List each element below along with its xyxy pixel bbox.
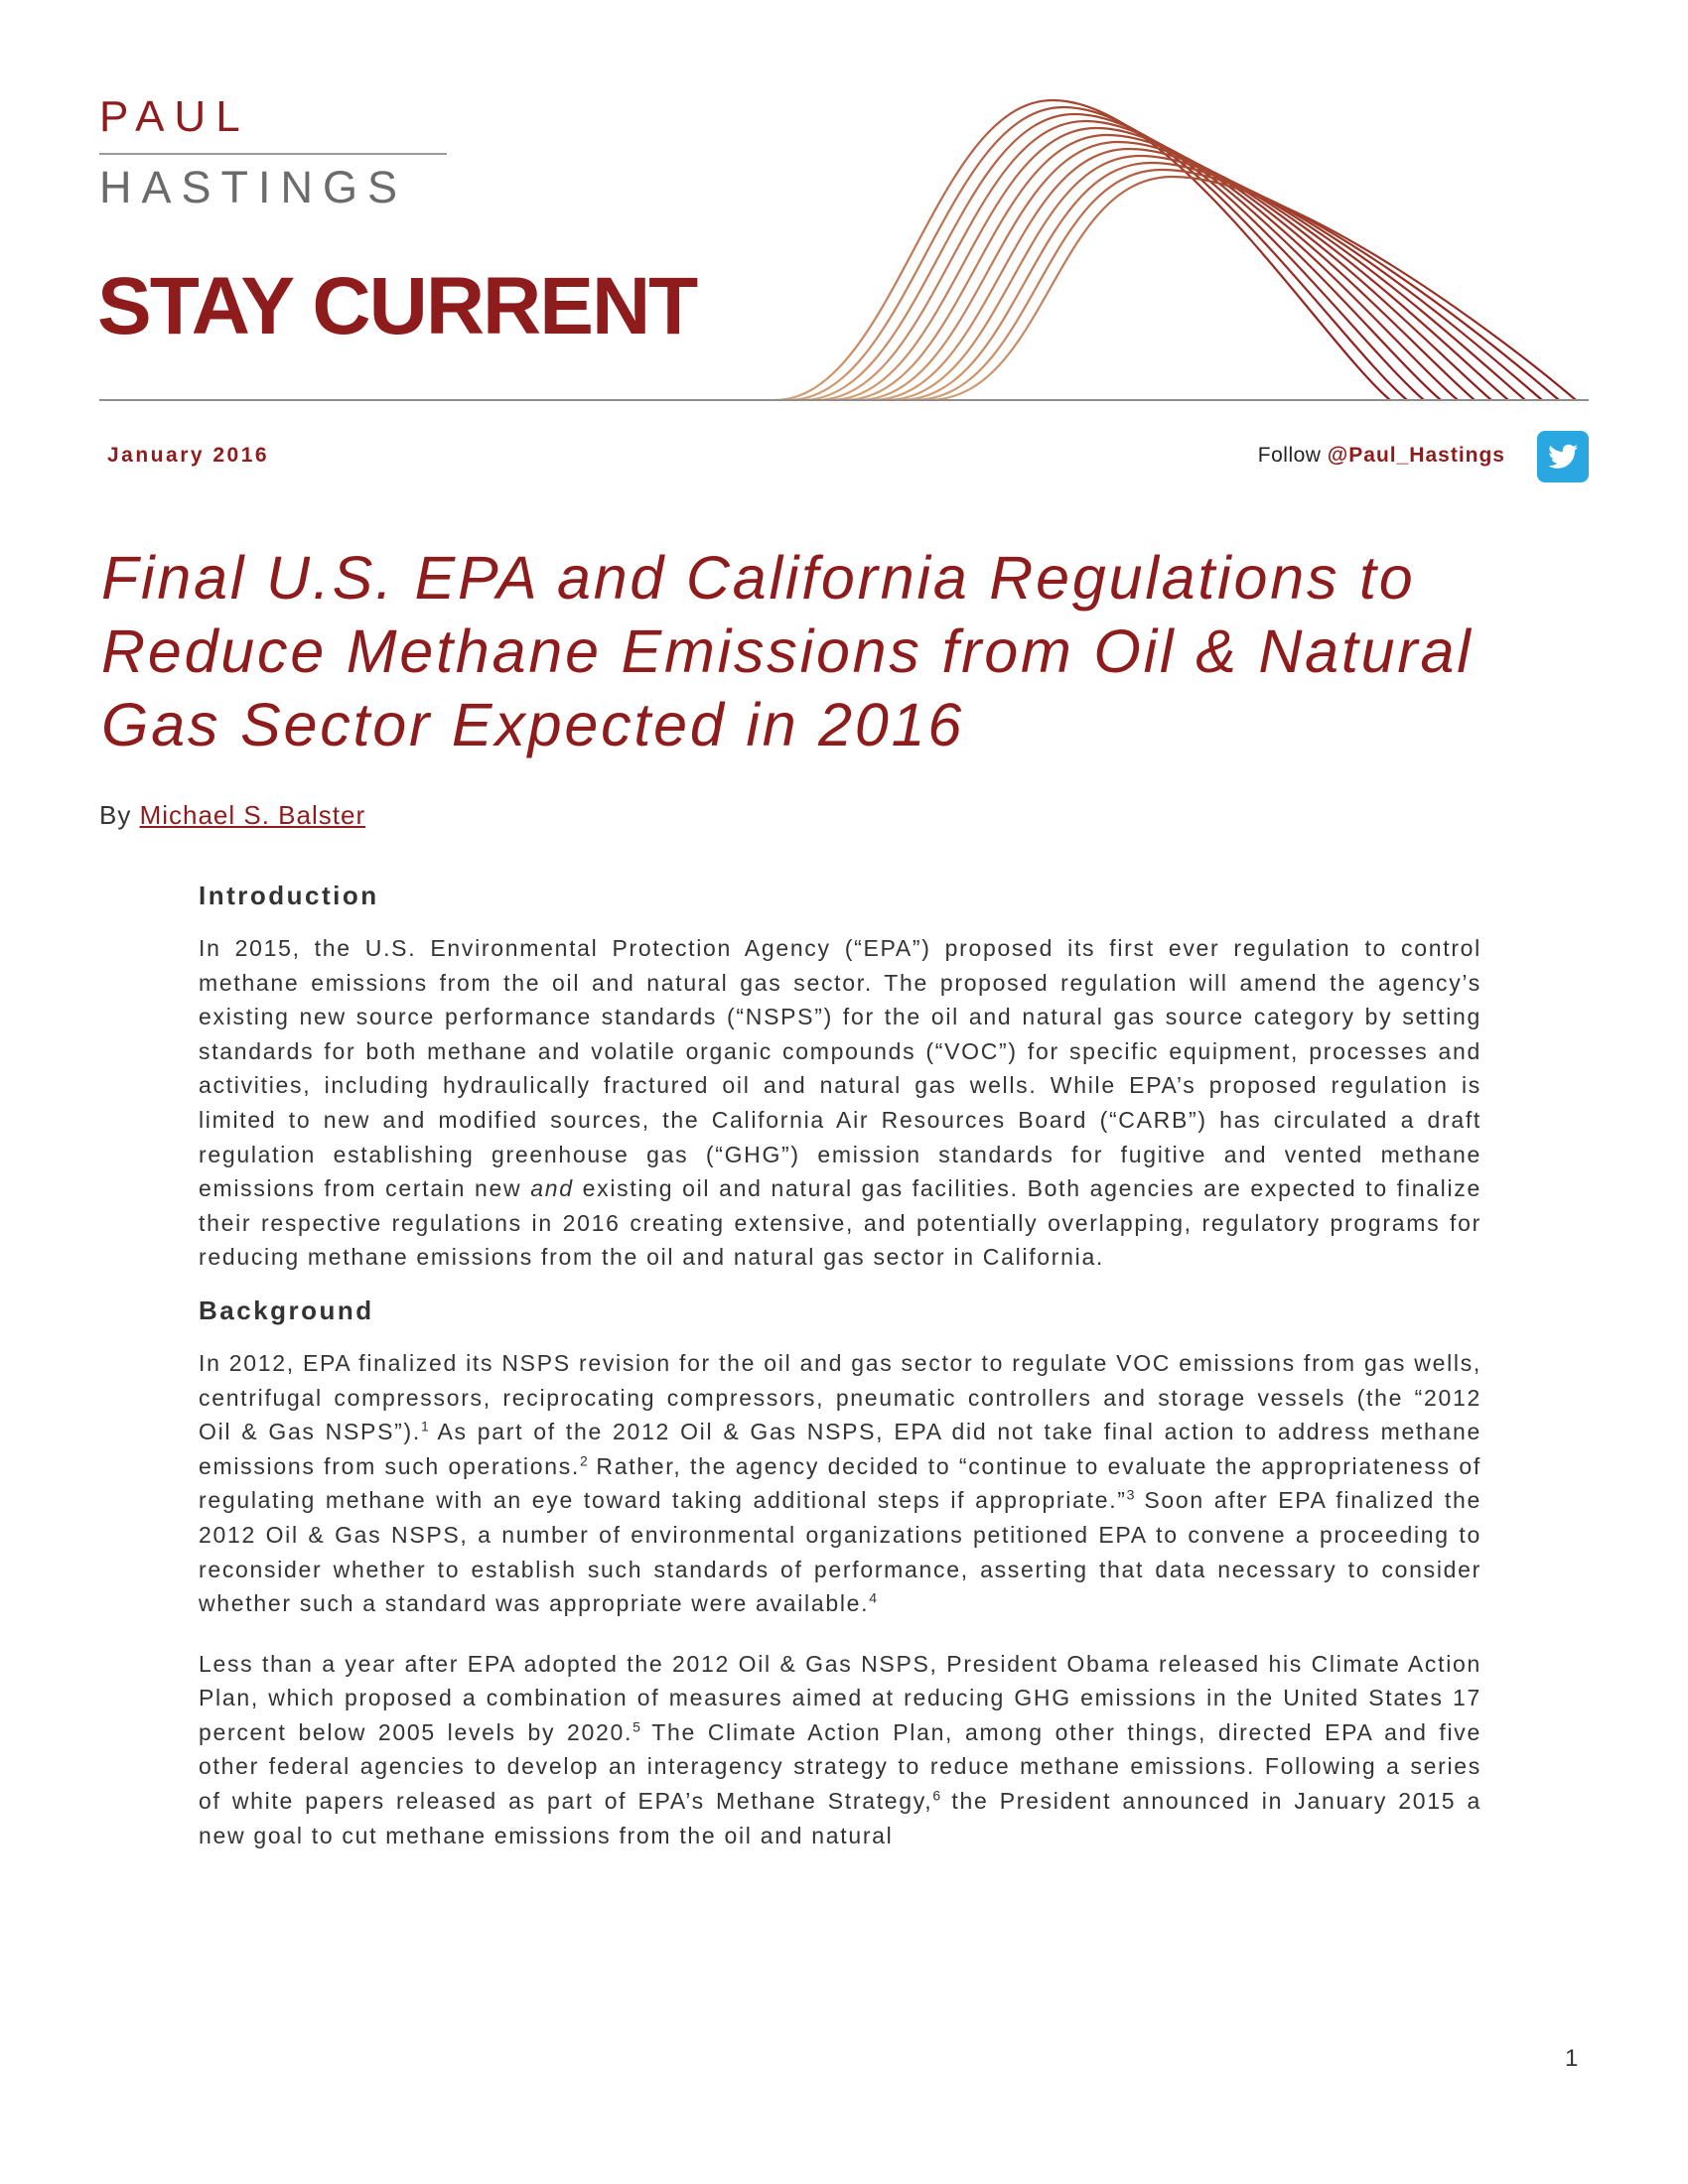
text-span: existing oil and natural gas facilities. Both agencies are expected to finalize their respective regulations in 2016 creating extensive, and potentially overlapping, regulatory programs for reducing methane emissions from the oil and natural gas sector in California.: [199, 1175, 1481, 1271]
footnote-ref-1[interactable]: 1: [420, 1418, 429, 1434]
wave-line: [774, 100, 1390, 400]
footnote-ref-6[interactable]: 6: [932, 1787, 941, 1804]
article-title: Final U.S. EPA and California Regulations to Reduce Methane Emissions from Oil & Natural Gas Sector Expected in 2016: [101, 544, 1474, 758]
text-span: As part of the 2012 Oil & Gas NSPS, EPA did not take final action to address methane emissions from such operations.: [199, 1419, 1482, 1479]
text-span: In 2012, EPA finalized its NSPS revision for the oil and gas sector to regulate VOC emissions from gas wells, centrifugal compressors, reciprocating compressors, pneumatic controllers and storage vessels (the “2012 Oil & Gas NSPS”).: [199, 1349, 1481, 1445]
author-link[interactable]: Michael S. Balster: [139, 800, 366, 830]
footnote-ref-4[interactable]: 4: [869, 1589, 878, 1606]
text-span: Rather, the agency decided to “continue to evaluate the appropriateness of regulating methane with an eye toward taking additional steps if appropriate.”: [199, 1452, 1481, 1514]
section-heading-background: Background: [199, 1295, 374, 1325]
introduction-paragraph: [199, 931, 1481, 1275]
logo-divider: [99, 153, 447, 155]
follow-twitter[interactable]: [1258, 444, 1505, 468]
article-body: [199, 880, 1481, 1852]
stay-current-banner: STAY CURRENT: [97, 261, 697, 351]
paul-hastings-logo: [99, 92, 449, 212]
section-heading-introduction: Introduction: [199, 881, 379, 910]
emphasis-text: and: [530, 1175, 574, 1202]
byline-prefix: By: [99, 800, 140, 830]
footnote-ref-5[interactable]: 5: [633, 1718, 640, 1735]
text-span: Soon after EPA finalized the 2012 Oil & Gas NSPS, a number of environmental organizations petitioned EPA to convene a proceeding to reconsider whether to establish such standards of performance, asserting that data necessary to consider whether such a standard was appropriate were available.: [199, 1487, 1481, 1617]
twitter-bird-icon[interactable]: [1537, 431, 1589, 482]
wave-line: [788, 107, 1407, 400]
byline: [99, 800, 365, 831]
twitter-handle-link[interactable]: @Paul_Hastings: [1327, 444, 1505, 467]
background-paragraph-1: [199, 1346, 1481, 1621]
footnote-ref-2[interactable]: 2: [580, 1452, 588, 1469]
text-span: In 2015, the U.S. Environmental Protection Agency (“EPA”) proposed its first ever regulation to control methane emissions from the oil and natural gas sector. The proposed regulation will amend the agency’s existing new source performance standards (“NSPS”) for the oil and natural gas source category by setting standards for both methane and volatile organic compounds (“VOC”) for specific equipment, processes and activities, including hydraulically fractured oil and natural gas wells. While EPA’s proposed regulation is limited to new and modified sources, the California Air Resources Board (“CARB”) has circulated a draft regulation establishing greenhouse gas (“GHG”) emission standards for fugitive and vented methane emissions from certain new: [199, 935, 1481, 1202]
text-span: Less than a year after EPA adopted the 2012 Oil & Gas NSPS, President Obama released his Climate Action Plan, which proposed a combination of measures aimed at reducing GHG emissions in the United States 17 percent below 2005 levels by 2020.: [199, 1650, 1481, 1745]
footnote-ref-3[interactable]: 3: [1126, 1486, 1135, 1503]
publication-date: January 2016: [107, 444, 270, 467]
text-span: The Climate Action Plan, among other things, directed EPA and five other federal agencies to develop an interagency strategy to reduce methane emissions. Following a series of white papers released as part of EPA’s Methane Strategy,: [199, 1718, 1481, 1815]
wave-line: [802, 114, 1424, 400]
background-paragraph-2: [199, 1647, 1481, 1853]
logo-paul-text: PAUL: [99, 92, 250, 141]
wave-line: [872, 149, 1508, 400]
text-span: the President announced in January 2015 a new goal to cut methane emissions from the oil and natural: [199, 1788, 1481, 1848]
logo-hastings-text: HASTINGS: [99, 162, 408, 212]
header-divider: [99, 399, 1589, 401]
page-number: 1: [1565, 2045, 1579, 2072]
wave-line: [844, 135, 1475, 400]
follow-label: Follow: [1257, 444, 1328, 467]
wave-decoration: [755, 94, 1589, 404]
